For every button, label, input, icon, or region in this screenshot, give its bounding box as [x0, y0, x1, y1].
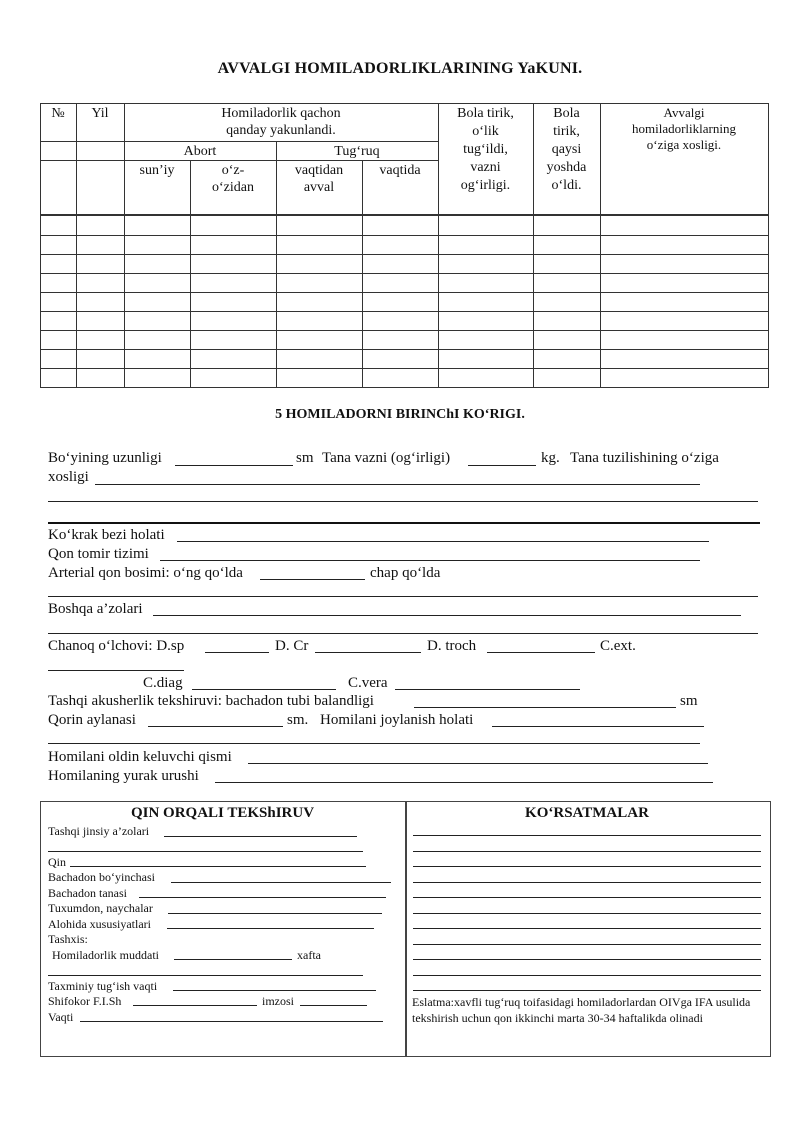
- died-header-l1: Bola: [553, 106, 580, 121]
- due-date-field[interactable]: [173, 990, 376, 991]
- spontaneous-header-l1: o‘z-: [221, 163, 245, 178]
- table-row[interactable]: [40, 236, 769, 254]
- pelvis-dtroch-field[interactable]: [487, 652, 595, 653]
- bp-right-label: Arterial qon bosimi: o‘ng qo‘lda: [48, 565, 243, 581]
- diagnosis-label: Tashxis:: [48, 932, 88, 946]
- other-organs-field[interactable]: [153, 615, 741, 616]
- divider: [48, 522, 760, 524]
- instruction-line[interactable]: [413, 959, 761, 960]
- pelvis-cext-label: C.ext.: [600, 638, 636, 654]
- weight-label: Tana vazni (og‘irligi): [322, 450, 451, 466]
- vascular-field[interactable]: [160, 560, 700, 561]
- breast-field[interactable]: [177, 541, 709, 542]
- instruction-line[interactable]: [413, 944, 761, 945]
- pelvis-cdiag-field[interactable]: [192, 689, 336, 690]
- vagina-field[interactable]: [70, 866, 366, 867]
- table-row[interactable]: [40, 216, 769, 235]
- spontaneous-header-l2: o‘zidan: [212, 180, 254, 195]
- abdomen-unit: sm.: [287, 712, 309, 728]
- time-field[interactable]: [80, 1021, 383, 1022]
- col-year-header: Yil: [91, 106, 109, 121]
- presenting-part-field[interactable]: [248, 763, 708, 764]
- pelvis-cdiag-label: C.diag: [143, 675, 183, 691]
- instruction-line[interactable]: [413, 835, 761, 836]
- ovaries-label: Tuxumdon, naychalar: [48, 901, 153, 915]
- pregnancy-term-unit: xafta: [297, 948, 321, 962]
- position-extra-field[interactable]: [48, 743, 700, 744]
- bp-right-field[interactable]: [260, 579, 365, 580]
- died-header-l3: qaysi: [551, 142, 582, 157]
- position-field[interactable]: [492, 726, 704, 727]
- died-header-l4: yoshda: [546, 160, 587, 175]
- features-header-l3: o‘ziga xosligi.: [646, 137, 722, 152]
- tugruq-header: Tug‘ruq: [334, 144, 380, 159]
- build-label-l2: xosligi: [48, 469, 89, 485]
- vagina-label: Qin: [48, 855, 66, 869]
- cervix-field[interactable]: [171, 882, 391, 883]
- signature-label: imzosi: [262, 994, 294, 1008]
- abort-header: Abort: [183, 144, 217, 159]
- col-number-header: №: [51, 106, 65, 121]
- cervix-label: Bachadon bo‘yinchasi: [48, 870, 155, 884]
- build-label-l1: Tana tuzilishining o‘ziga: [570, 450, 719, 466]
- fundus-field[interactable]: [414, 707, 676, 708]
- pelvis-dtroch-label: D. troch: [427, 638, 477, 654]
- instruction-line[interactable]: [413, 851, 761, 852]
- abdomen-field[interactable]: [148, 726, 283, 727]
- uterus-label: Bachadon tanasi: [48, 886, 127, 900]
- heartbeat-field[interactable]: [215, 782, 713, 783]
- height-unit: sm: [296, 450, 314, 466]
- pregnancy-term-field[interactable]: [174, 959, 292, 960]
- time-label: Vaqti: [48, 1010, 74, 1024]
- alive-header-l3: tug‘ildi,: [463, 142, 508, 157]
- fundus-label: Tashqi akusherlik tekshiruvi: bachadon tubi balandligi: [48, 693, 374, 709]
- vaginal-exam-title: QIN ORQALI TEKShIRUV: [130, 805, 315, 821]
- pelvis-cvera-field[interactable]: [395, 689, 580, 690]
- other-organs-extra-field[interactable]: [48, 633, 758, 634]
- abdomen-label: Qorin aylanasi: [48, 712, 136, 728]
- doctor-name-label: Shifokor F.I.Sh: [48, 994, 122, 1008]
- table-row[interactable]: [40, 369, 769, 387]
- instruction-line[interactable]: [413, 866, 761, 867]
- hiv-test-note: Eslatma:xavfli tug‘ruq toifasidagi homiladorlardan OIVga IFA usulida tekshirish uchun qon ikkinchi marta 30-34 haftalikda olinadi: [412, 995, 751, 1025]
- due-date-label: Taxminiy tug‘ish vaqti: [48, 979, 158, 993]
- pregnancy-term-label: Homiladorlik muddati: [52, 948, 159, 962]
- preterm-header-l1: vaqtidan: [294, 163, 344, 178]
- col-outcome-header-l2: qanday yakunlandi.: [226, 123, 336, 138]
- alive-header-l4: vazni: [470, 160, 501, 175]
- build-field-extra[interactable]: [48, 501, 758, 502]
- instruction-line[interactable]: [413, 975, 761, 976]
- external-genitals-extra-field[interactable]: [48, 851, 363, 852]
- instruction-line[interactable]: [413, 913, 761, 914]
- other-organs-label: Boshqa a’zolari: [48, 601, 143, 617]
- features-header-l1: Avvalgi: [663, 105, 705, 120]
- died-header-l5: o‘ldi.: [551, 178, 582, 193]
- alive-header-l2: o‘lik: [472, 124, 499, 139]
- uterus-field[interactable]: [139, 897, 386, 898]
- weight-unit: kg.: [541, 450, 560, 466]
- presenting-part-label: Homilani oldin keluvchi qismi: [48, 749, 232, 765]
- instruction-line[interactable]: [413, 990, 761, 991]
- build-field[interactable]: [95, 484, 700, 485]
- pelvis-dcr-field[interactable]: [315, 652, 421, 653]
- table-row[interactable]: [40, 331, 769, 349]
- preterm-header-l2: avval: [303, 180, 335, 195]
- page-title: AVVALGI HOMILADORLIKLARINING YaKUNI.: [217, 60, 583, 77]
- instruction-line[interactable]: [413, 897, 761, 898]
- height-label: Bo‘yining uzunligi: [48, 450, 162, 466]
- table-row[interactable]: [40, 350, 769, 368]
- table-row[interactable]: [40, 312, 769, 330]
- died-header-l2: tirik,: [553, 124, 580, 139]
- table-row[interactable]: [40, 274, 769, 292]
- section-5-title: 5 HOMILADORNI BIRINChI KO‘RIGI.: [275, 407, 525, 422]
- heartbeat-label: Homilaning yurak urushi: [48, 768, 199, 784]
- vascular-label: Qon tomir tizimi: [48, 546, 149, 562]
- ovaries-field[interactable]: [168, 913, 382, 914]
- special-features-field[interactable]: [167, 928, 374, 929]
- breast-label: Ko‘krak bezi holati: [48, 527, 165, 543]
- weight-field[interactable]: [468, 465, 536, 466]
- previous-pregnancies-table: [40, 103, 769, 388]
- col-outcome-header-l1: Homiladorlik qachon: [221, 106, 341, 121]
- bp-left-label: chap qo‘lda: [370, 565, 441, 581]
- special-features-label: Alohida xususiyatlari: [48, 917, 151, 931]
- external-genitals-label: Tashqi jinsiy a’zolari: [48, 824, 150, 838]
- bp-extra-field[interactable]: [48, 596, 758, 597]
- pelvis-cext-field[interactable]: [48, 670, 184, 671]
- table-row[interactable]: [40, 255, 769, 273]
- instructions-title: KO‘RSATMALAR: [525, 805, 649, 821]
- term-header: vaqtida: [379, 163, 421, 178]
- instruction-line[interactable]: [413, 882, 761, 883]
- table-row[interactable]: [40, 293, 769, 311]
- suniy-header: sun’iy: [139, 163, 175, 178]
- doctor-name-field[interactable]: [133, 1005, 257, 1006]
- height-field[interactable]: [175, 465, 293, 466]
- pelvis-dcr-label: D. Cr: [275, 638, 309, 654]
- fundus-unit: sm: [680, 693, 698, 709]
- pelvis-dsp-label: Chanoq o‘lchovi: D.sp: [48, 638, 185, 654]
- position-label: Homilani joylanish holati: [320, 712, 474, 728]
- signature-field[interactable]: [300, 1005, 367, 1006]
- pelvis-dsp-field[interactable]: [205, 652, 269, 653]
- alive-header-l1: Bola tirik,: [457, 106, 514, 121]
- pregnancy-term-extra-field[interactable]: [48, 975, 363, 976]
- features-header-l2: homiladorliklarning: [632, 121, 736, 136]
- external-genitals-field[interactable]: [164, 836, 357, 837]
- instruction-line[interactable]: [413, 928, 761, 929]
- alive-header-l5: og‘irligi.: [460, 178, 511, 193]
- pelvis-cvera-label: C.vera: [348, 675, 388, 691]
